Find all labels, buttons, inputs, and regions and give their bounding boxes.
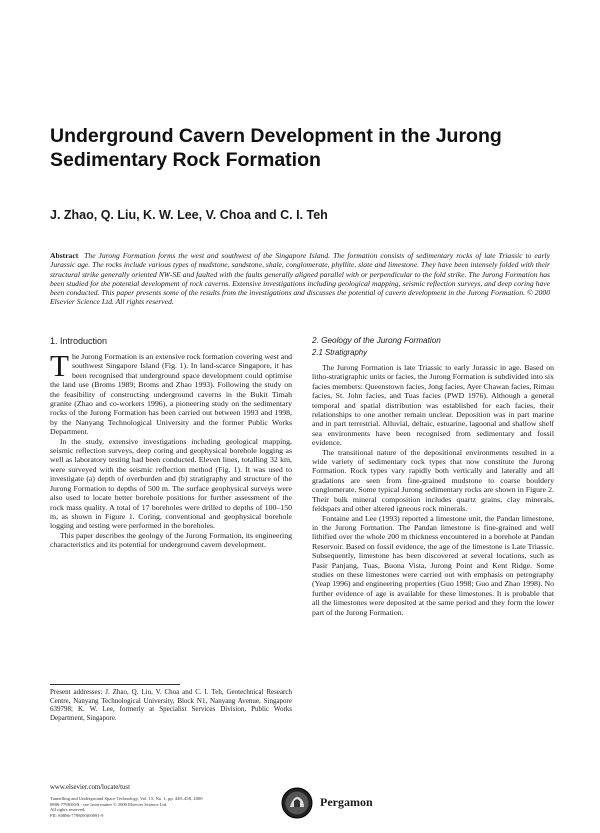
publisher-name: Pergamon (320, 795, 373, 809)
abstract-text: The Jurong Formation forms the west and southwest of the Singapore Island. The formation consists of sedimentary rocks of late Triassic to early Jurassic age. The rocks include various types of mudstone, sandstone, shale, conglomerate, phyllite, slate and limestone. They have been intensely folded with their structural strike generally oriented NW-SE and faulted with the faults generally aligned parallel with or perpendicular to the fold strike. The Jurong Formation has been studied for the potential development of rock caverns. Extensive investigations including geological mapping, seismic reflection surveys, and deep coring have been conducted. This paper presents some of the results from the investigations and discusses the potential of cavern development in the Jurong Formation. © 2000 Elsevier Science Ltd. All rights reserved. (50, 251, 551, 307)
bibliographic-line: 0886-7798/00/$ - see front matter © 2000 Elsevier Science Ltd. (50, 801, 168, 807)
intro-paragraph-2: In the study, extensive investigations including geological mapping, seismic reflection surveys, deep coring and geophysical borehole logging as well as laboratory testing had been conducted. Eleven lines, totalling 32 km, were surveyed with the seismic reflection method (Fig. 1). It was used to investigate (a) depth of overburden and (b) stratigraphy and structure of the Jurong Formation to depths of 500 m. The surface geophysical surveys were also used to locate better borehole positions for further assessment of the rock mass quality. A total of 17 boreholes were drilled to depths of 100–150 m, as shown in Figure 1. Coring, conventional and geophysical borehole logging and testing were performed in the boreholes. (50, 436, 292, 531)
intro-paragraph-1 (50, 348, 292, 437)
publisher-seal-icon (281, 787, 313, 819)
bibliographic-line: All rights reserved. (50, 807, 86, 813)
article-title: Underground Cavern Development in the Jurong Sedimentary Rock Formation (50, 125, 502, 171)
section-heading-introduction: 1. Introduction (50, 336, 108, 346)
abstract (50, 251, 550, 307)
right-column (312, 336, 554, 617)
bibliographic-info (50, 796, 270, 818)
journal-url[interactable]: www.elsevier.com/locate/tust (50, 784, 130, 791)
intro-paragraph-1-text: he Jurong Formation is an extensive rock formation covering west and southwest Singapore Island (Fig. 1). In land-scarce Singapore, it has been recognised that underground space development could optimise the land use (Broms 1989; Broms and Zhao 1993). Following the study on the feasibility of constructing underground caverns in the Bukit Timah granite (Zhao and co-workers 1996), a pioneering study on the sedimentary rocks of the Jurong Formation has been carried out between 1993 and 1998, by the Nanyang Technological University and the former Public Works Department. (50, 352, 292, 437)
author-list: J. Zhao, Q. Liu, K. W. Lee, V. Choa and C. I. Teh (50, 208, 328, 222)
subsection-heading-stratigraphy: 2.1 Stratigraphy (312, 348, 368, 357)
footnote-rule (50, 684, 180, 685)
footnote-addresses: Present addresses: J. Zhao, Q. Liu, V. Choa and C. I. Teh, Geotechnical Research Centre, Nanyang Technological University, Block N1, Nanyang Avenue, Singapore 639798; K. W. Lee, formerly at Specialist Services Division, Public Works Department, Singapore. (50, 688, 292, 722)
section-heading-geology: 2. Geology of the Jurong Formation (312, 336, 441, 345)
geology-paragraph-2: The transitional nature of the depositional environments resulted in a wide variety of sedimentary rock types that now constitute the Jurong Formation. Rock types vary rapidly both vertically and laterally and all gradations are seen from fine-grained mudstone to coarse bouldery conglomerate. Some typical Jurong sedimentary rocks are shown in Figure 2. Their bulk mineral composition includes quartz grains, clay minerals, feldspars and other altered igneous rock minerals. (312, 447, 554, 514)
intro-paragraph-3: This paper describes the geology of the Jurong Formation, its engineering characteristics and its potential for underground cavern development. (50, 530, 292, 550)
drop-cap: T (50, 348, 69, 383)
bibliographic-line: PII: S0886-7798(00)00091-9 (50, 812, 104, 818)
geology-paragraph-3: Fontaine and Lee (1993) reported a limestone unit, the Pandan limestone, in the Jurong Formation. The Pandan limestone is fine-grained and well lithified over the whole 200 m thickness encountered in a borehole at Pandan Reservoir. Based on fossil evidence, the age of the limestone is Late Triassic. Subsequently, limestone has been discovered at several locations, such as Pasir Panjang, Tuas, Buona Vista, Jurong Point and Kent Ridge. Some studies on these limestones were carried out with emphasis on petrography (Yeap 1996) and engineering properties (Guo 1998; Guo and Zhao 1998). No further evidence of age is available for these limestones. It is probable that all the limestones were deposited at the same period and they form the lower part of the Jurong Formation. (312, 513, 554, 617)
geology-paragraph-1: The Jurong Formation is late Triassic to early Jurassic in age. Based on litho-stratigraphic units or facies, the Jurong Formation is subdivided into six facies members: Queenstown facies, Jong facies, Ayer Chawan facies, Rimau facies, St. John facies, and Tuas facies (PWD 1976). Although a general temporal and spatial distribution was established for each facies, their relationships to one another remain unclear. Deposition was in part marine and in part terrestrial. Alluvial, deltaic, estuarine, lagoonal and shallow shelf sea environments have been recognised from sedimentary and fossil evidence. (312, 363, 554, 448)
abstract-label: Abstract (50, 251, 79, 260)
left-column (50, 336, 292, 550)
bibliographic-line: Tunnelling and Underground Space Technology, Vol. 15, No. 1, pp. 449–458, 2000 (50, 796, 203, 801)
